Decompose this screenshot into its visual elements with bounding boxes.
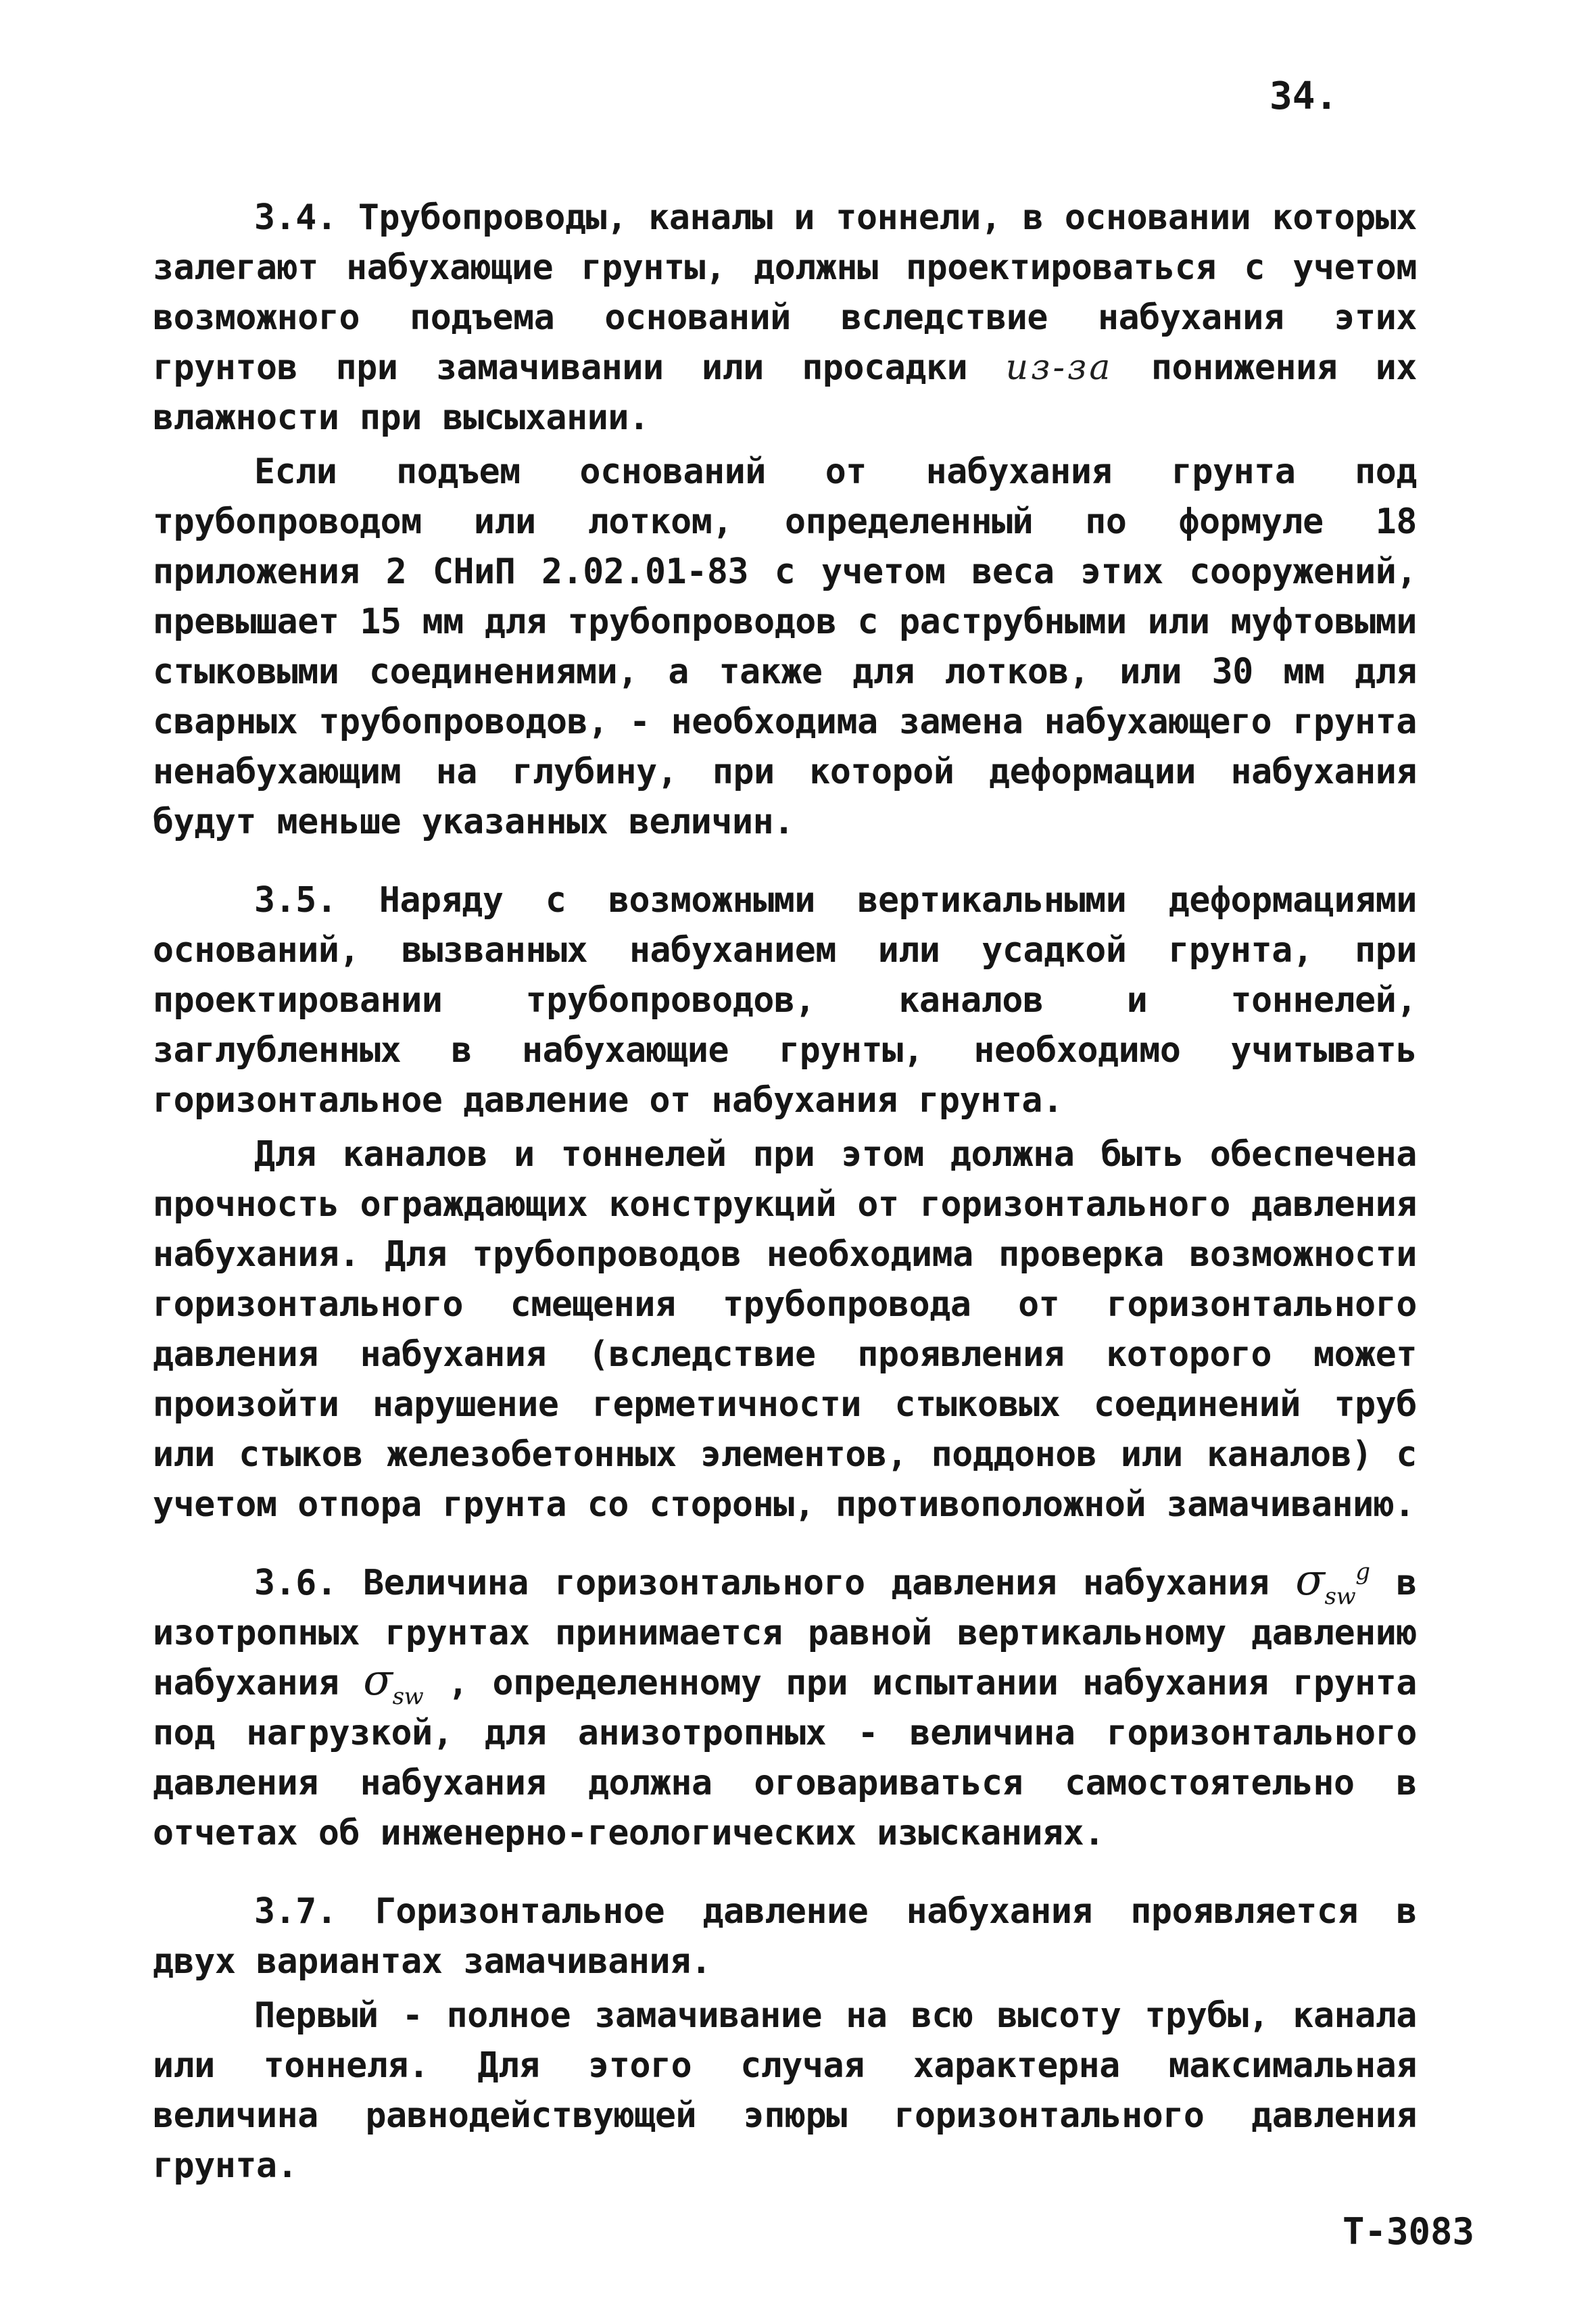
paragraph-3-6-text-end: , определенному при испытании набухания грунта под нагрузкой, для анизотропных - величина горизонтального давления набухания должна оговариваться самостоятельно в отчетах об инженерно-геологических изысканиях.: [153, 1663, 1418, 1853]
paragraph-3-7: 3.7. Горизонтальное давление набухания проявляется в двух вариантах замачивания.: [153, 1891, 1417, 1982]
handwritten-insertion: из-за: [1005, 347, 1113, 388]
paragraph-3-4-text-start: 3.4. Трубопроводы, каналы и тоннели, в основании которых залегают набухающие грунты, должны проектироваться с учетом возможного подъема оснований вследствие набухания этих грунтов при замачивании или просадки: [153, 197, 1417, 388]
paragraph-3-4-continued: Если подъем оснований от набухания грунта под трубопроводом или лотком, определенный по формуле 18 приложения 2 СНиП 2.02.01-83 с учетом веса этих сооружений, превышает 15 мм для трубопроводов с раструбными или муфтовыми стыковыми соединениями, а также для лотков, или 30 мм для сварных трубопроводов, - необходима замена набухающего грунта ненабухающим на глубину, при которой деформации набухания будут меньше указанных величин.: [153, 452, 1417, 842]
paragraph-3-5-continued: Для каналов и тоннелей при этом должна быть обеспечена прочность ограждающих конструкций от горизонтального давления набухания. Для трубопроводов необходима проверка возможности горизонтального смещения трубопровода от горизонтального давления набухания (вследствие проявления которого может произойти нарушение герметичности стыковых соединений труб или стыков железобетонных элементов, поддонов или каналов) с учетом отпора грунта со стороны, противоположной замачиванию.: [153, 1134, 1417, 1525]
sigma-base: σ: [363, 1655, 393, 1705]
sigma-superscript: g: [1355, 1558, 1370, 1586]
paragraph-3-4-text-end: понижения их влажности при высыхании.: [153, 347, 1417, 438]
sigma-subscript: sw: [1324, 1582, 1356, 1610]
page-number: 34.: [1269, 74, 1338, 118]
paragraph-3-6: [153, 1555, 1418, 1858]
paragraph-3-7-continued: Первый - полное замачивание на всю высоту трубы, канала или тоннеля. Для этого случая характерна максимальная величина равнодействующей эпюры горизонтального давления грунта.: [153, 1995, 1417, 2186]
paragraph-3-6-text-middle: в изотропных грунтах принимается равной вертикальному давлению набухания: [153, 1563, 1417, 1703]
paragraph-3-5: 3.5. Наряду с возможными вертикальными деформациями оснований, вызванных набуханием или усадкой грунта, при проектировании трубопроводов, каналов и тоннелей, заглубленных в набухающие грунты, необходимо учитывать горизонтальное давление от набухания грунта.: [153, 880, 1417, 1121]
paragraph-3-4: [153, 193, 1417, 443]
document-body: [153, 193, 1417, 2191]
sigma-base: σ: [1295, 1555, 1325, 1605]
sigma-subscript: sw: [392, 1682, 424, 1710]
sigma-sw-g-symbol: [1295, 1555, 1370, 1610]
document-code: T-3083: [1343, 2210, 1475, 2253]
paragraph-3-6-text-start: 3.6. Величина горизонтального давления набухания: [254, 1563, 1269, 1603]
sigma-sw-symbol: [363, 1655, 424, 1710]
